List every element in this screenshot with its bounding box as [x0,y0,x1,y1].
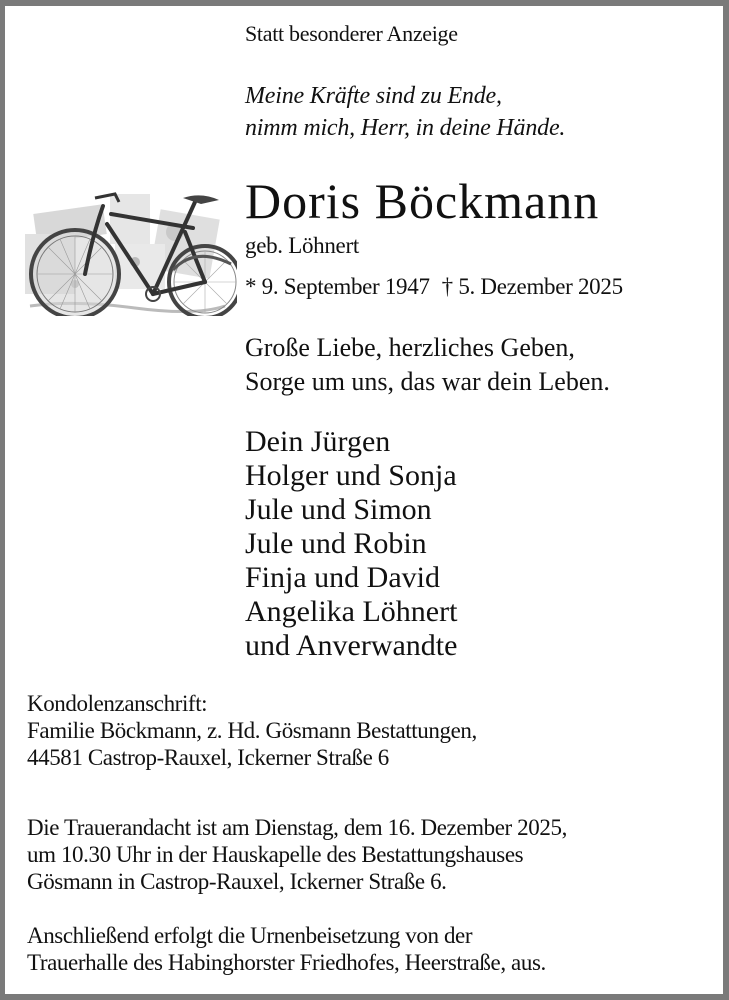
condolence-line: Familie Böckmann, z. Hd. Gösmann Bestattungen, [27,718,477,743]
bicycle-illustration-icon [15,174,237,316]
verse [245,331,610,399]
birth-name: geb. Löhnert [245,233,359,258]
mourner: und Anverwandte [245,629,458,662]
mourner: Jule und Robin [245,527,427,560]
condolence-label: Kondolenzanschrift: [27,691,208,716]
quote [245,80,565,144]
verse-line: Große Liebe, herzliches Geben, [245,333,575,362]
life-dates [245,274,623,300]
service-info [27,814,567,895]
condolence-address [27,690,477,771]
service-line: um 10.30 Uhr in der Hauskapelle des Bestattungshauses [27,842,524,867]
mourner: Holger und Sonja [245,459,457,492]
mourner: Finja und David [245,561,440,594]
mourner: Jule und Simon [245,493,432,526]
obituary-notice [5,6,723,994]
notice-header: Statt besonderer Anzeige [245,21,458,46]
mourner: Angelika Löhnert [245,595,458,628]
burial-line: Anschließend erfolgt die Urnenbeisetzung von der [27,923,473,948]
service-line: Gösmann in Castrop-Rauxel, Ickerner Straße 6. [27,869,447,894]
quote-line: nimm mich, Herr, in deine Hände. [245,115,566,141]
burial-line: Trauerhalle des Habinghorster Friedhofes, Heerstraße, aus. [27,950,546,975]
condolence-line: 44581 Castrop-Rauxel, Ickerner Straße 6 [27,745,389,770]
burial-info [27,922,546,976]
mourners-list [245,425,457,663]
service-line: Die Trauerandacht ist am Dienstag, dem 16. Dezember 2025, [27,815,567,840]
mourner: Dein Jürgen [245,425,391,458]
birth-date: * 9. September 1947 [245,274,430,299]
deceased-name: Doris Böckmann [245,173,600,229]
verse-line: Sorge um uns, das war dein Leben. [245,367,610,396]
quote-line: Meine Kräfte sind zu Ende, [245,83,502,109]
death-date: † 5. Dezember 2025 [441,274,623,299]
